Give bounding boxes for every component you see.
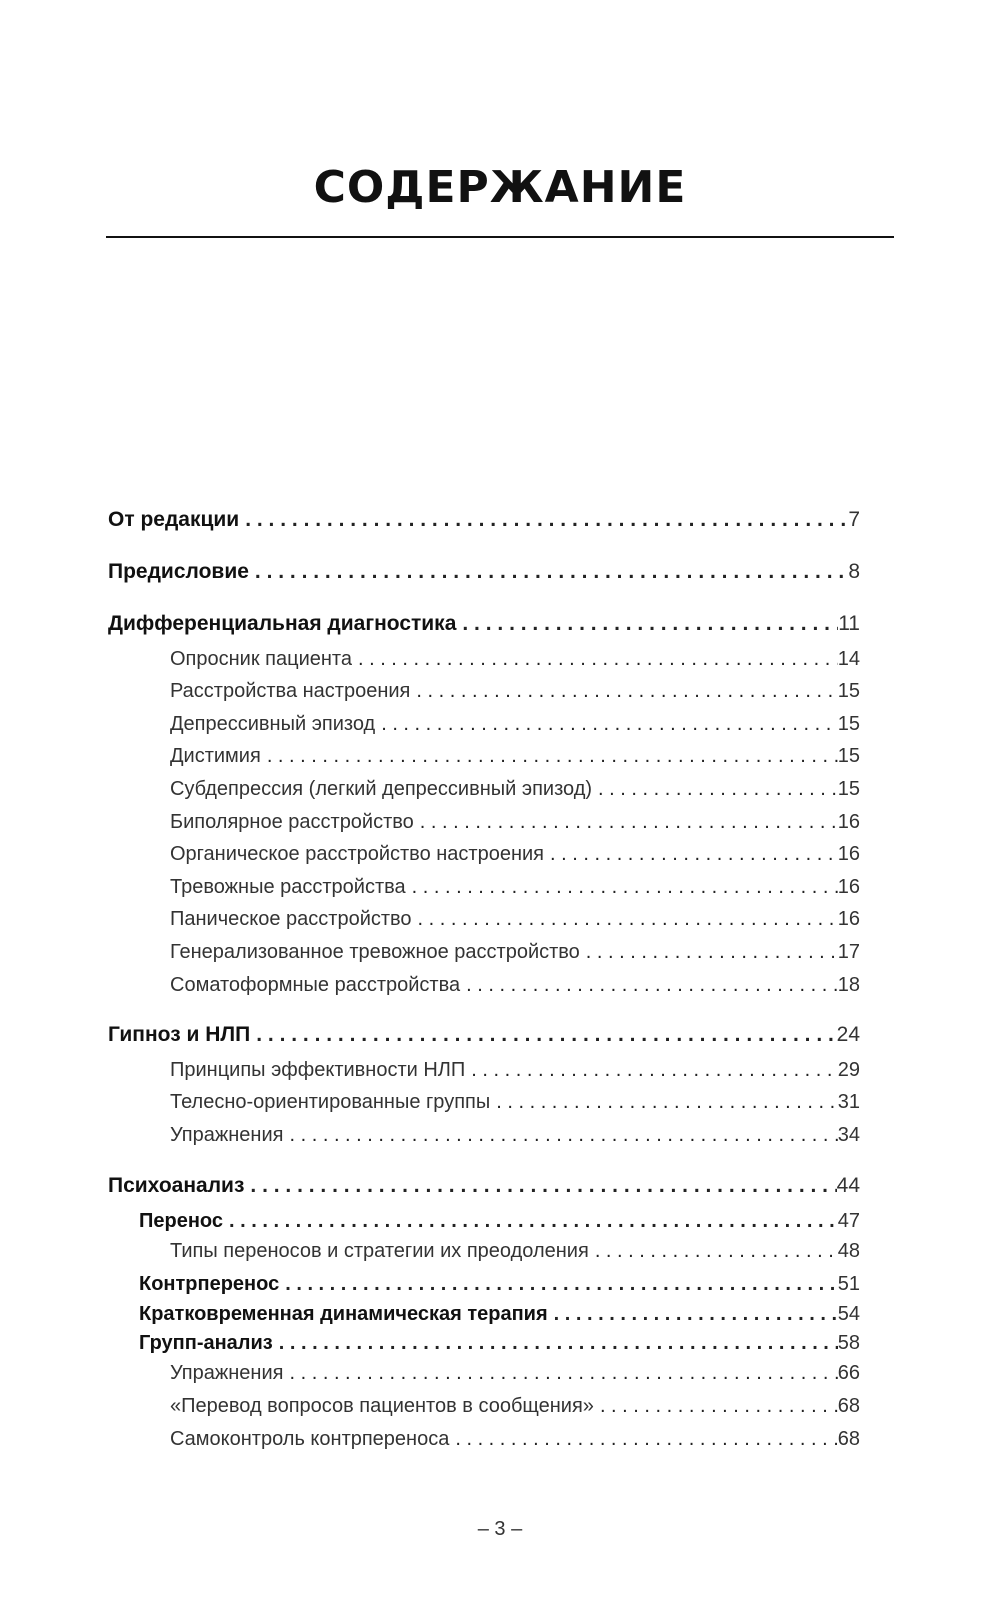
toc-entry-grupp-analiz[interactable]	[139, 1332, 860, 1355]
toc-entry-label: Дифференциальная диагностика	[108, 612, 457, 635]
dot-leader	[249, 560, 848, 584]
toc-entry-label: Генерализованное тревожное расстройство	[170, 941, 580, 963]
toc-entry-page: 7	[848, 508, 860, 531]
toc-entry-kontrperenos[interactable]	[139, 1273, 860, 1296]
toc-entry-label: Групп-анализ	[139, 1332, 273, 1354]
toc-entry-label: Кратковременная динамическая терапия	[139, 1303, 548, 1325]
toc-entry-page: 29	[837, 1059, 860, 1081]
toc-entry-kratkovremennaya-terapiya[interactable]	[139, 1303, 860, 1326]
toc-entry-label: Телесно-ориентированные группы	[170, 1091, 491, 1113]
toc-entry-page: 11	[838, 612, 860, 635]
dot-leader	[412, 908, 838, 931]
toc-entry-page: 16	[837, 876, 860, 898]
dot-leader	[414, 811, 838, 834]
toc-entry-label: Субдепрессия (легкий депрессивный эпизод)	[170, 778, 593, 800]
toc-entry-subdepressiya[interactable]	[170, 778, 860, 801]
toc-entry-distimiya[interactable]	[170, 745, 860, 768]
dot-leader	[283, 1362, 837, 1385]
toc-entry-page: 48	[837, 1240, 860, 1262]
toc-entry-label: Расстройства настроения	[170, 680, 411, 702]
toc-entry-label: Биполярное расстройство	[170, 811, 414, 833]
toc-entry-page: 15	[837, 713, 860, 735]
toc-entry-label: Психоанализ	[108, 1174, 245, 1197]
dot-leader	[410, 680, 837, 703]
toc-entry-label: Опросник пациента	[170, 648, 352, 670]
toc-entry-label: Предисловие	[108, 560, 249, 583]
toc-entry-perevod-voprosov[interactable]	[170, 1395, 860, 1418]
toc-entry-label: От редакции	[108, 508, 240, 531]
toc-entry-uprazhneniya-1[interactable]	[170, 1124, 860, 1147]
dot-leader	[456, 612, 838, 636]
page-number: – 3 –	[477, 1518, 523, 1540]
toc-entry-ot-redaktsii[interactable]	[108, 508, 860, 532]
toc-entry-label: Дистимия	[170, 745, 261, 767]
title-divider	[106, 236, 894, 238]
toc-entry-label: Органическое расстройство настроения	[170, 843, 545, 865]
toc-entry-label: Депрессивный эпизод	[170, 713, 376, 735]
toc-entry-gipnoz-i-nlp[interactable]	[108, 1023, 860, 1047]
toc-entry-label: Перенос	[139, 1210, 223, 1232]
toc-entry-somatoformnye-rasstroystva[interactable]	[170, 974, 860, 997]
toc-entry-printsipy-nlp[interactable]	[170, 1059, 860, 1082]
toc-entry-differentsialnaya-diagnostika[interactable]	[108, 612, 860, 636]
dot-leader	[594, 1395, 838, 1418]
toc-entry-perenos[interactable]	[139, 1210, 860, 1233]
toc-entry-page: 17	[837, 941, 860, 963]
toc-entry-page: 8	[848, 560, 860, 583]
page-title: СОДЕРЖАНИЕ	[313, 162, 687, 213]
toc-entry-depressivnyy-epizod[interactable]	[170, 713, 860, 736]
dot-leader	[250, 1023, 836, 1047]
dot-leader	[589, 1240, 838, 1263]
dot-leader	[261, 745, 838, 768]
toc-entry-page: 14	[837, 648, 860, 670]
dot-leader	[580, 941, 838, 964]
dot-leader	[490, 1091, 838, 1114]
toc-entry-label: Гипноз и НЛП	[108, 1023, 251, 1046]
toc-entry-page: 15	[837, 680, 860, 702]
toc-entry-page: 34	[837, 1124, 860, 1146]
toc-entry-psikhoanaliz[interactable]	[108, 1174, 860, 1198]
toc-entry-page: 16	[837, 811, 860, 833]
toc-entry-generalizovannoe-rasstroystvo[interactable]	[170, 941, 860, 964]
toc-entry-label: Тревожные расстройства	[170, 876, 406, 898]
dot-leader	[223, 1210, 838, 1233]
dot-leader	[279, 1273, 838, 1296]
toc-entry-page: 15	[837, 778, 860, 800]
toc-entry-page: 47	[837, 1210, 860, 1232]
toc-entry-telesno-orientirovannye-gruppy[interactable]	[170, 1091, 860, 1114]
toc-entry-page: 58	[837, 1332, 860, 1354]
dot-leader	[544, 843, 838, 866]
toc-entry-panicheskoe-rasstroystvo[interactable]	[170, 908, 860, 931]
dot-leader	[548, 1303, 838, 1326]
toc-entry-page: 31	[837, 1091, 860, 1113]
toc-entry-label: Контрперенос	[139, 1273, 280, 1295]
toc-entry-oprosnik-patsienta[interactable]	[170, 648, 860, 671]
toc-entry-page: 18	[837, 974, 860, 996]
toc-entry-page: 15	[837, 745, 860, 767]
toc-entry-page: 54	[837, 1303, 860, 1325]
dot-leader	[465, 1059, 837, 1082]
toc-entry-label: Паническое расстройство	[170, 908, 412, 930]
toc-entry-label: Принципы эффективности НЛП	[170, 1059, 466, 1081]
toc-entry-label: Упражнения	[170, 1362, 284, 1384]
toc-entry-page: 68	[837, 1395, 860, 1417]
toc-entry-page: 24	[836, 1023, 860, 1046]
toc-entry-page: 51	[837, 1273, 860, 1295]
toc-entry-label: Самоконтроль контрпереноса	[170, 1428, 450, 1450]
dot-leader	[239, 508, 848, 532]
dot-leader	[375, 713, 838, 736]
toc-entry-samokontrol-kontrperenosa[interactable]	[170, 1428, 860, 1451]
toc-entry-rasstroystva-nastroeniya[interactable]	[170, 680, 860, 703]
toc-entry-page: 68	[837, 1428, 860, 1450]
toc-entry-predislovie[interactable]	[108, 560, 860, 584]
dot-leader	[406, 876, 838, 899]
dot-leader	[283, 1124, 837, 1147]
toc-entry-label: «Перевод вопросов пациентов в сообщения»	[170, 1395, 594, 1417]
dot-leader	[352, 648, 838, 671]
toc-entry-label: Соматоформные расстройства	[170, 974, 461, 996]
dot-leader	[244, 1174, 836, 1198]
dot-leader	[449, 1428, 837, 1451]
toc-entry-organicheskoe-rasstroystvo[interactable]	[170, 843, 860, 866]
toc-entry-uprazhneniya-2[interactable]	[170, 1362, 860, 1385]
toc-entry-label: Упражнения	[170, 1124, 284, 1146]
toc-entry-page: 16	[837, 843, 860, 865]
toc-entry-label: Типы переносов и стратегии их преодоления	[170, 1240, 589, 1262]
toc-entry-tipy-perenosov[interactable]	[170, 1240, 860, 1263]
toc-entry-trevozhnye-rasstroystva[interactable]	[170, 876, 860, 899]
toc-entry-page: 16	[837, 908, 860, 930]
toc-entry-page: 66	[837, 1362, 860, 1384]
dot-leader	[460, 974, 838, 997]
toc-entry-bipolyarnoe-rasstroystvo[interactable]	[170, 811, 860, 834]
dot-leader	[273, 1332, 838, 1355]
toc-entry-page: 44	[836, 1174, 860, 1197]
dot-leader	[592, 778, 838, 801]
